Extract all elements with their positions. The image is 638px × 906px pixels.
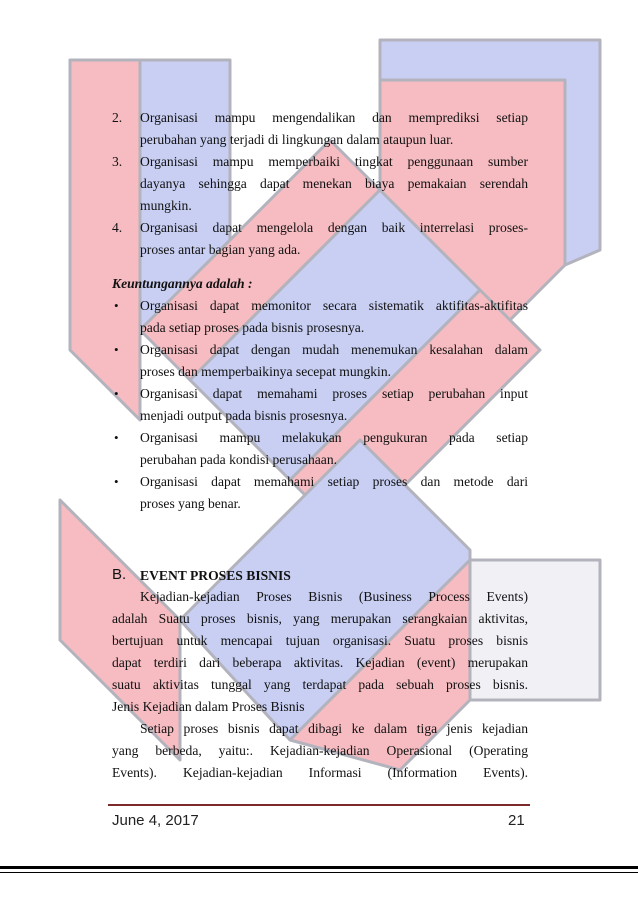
list-item-line: perubahan yang terjadi di lingkungan dalam ataupun luar. [140,132,454,147]
bullet-icon: • [114,298,119,313]
list-number: 3. [112,154,123,169]
benefits-heading: Keuntungannya adalah : [112,276,253,291]
list-item-line: Organisasi mampu mengendalikan dan memprediksi setiap [140,110,528,125]
section-title: EVENT PROSES BISNIS [140,568,291,583]
bullet-line: pada setiap proses pada bisnis prosesnya. [140,320,365,335]
list-item-line: dayanya sehingga dapat menekan biaya pemakaian serendah [140,176,528,191]
bullet-line: Organisasi dapat memahami proses setiap perubahan input [140,386,528,401]
bullet-line: Organisasi dapat dengan mudah menemukan kesalahan dalam [140,342,528,357]
paragraph-line: dapat terdiri dari beberapa aktivitas. Kejadian (event) merupakan [112,655,528,670]
list-number: 4. [112,220,123,235]
bullet-icon: • [114,342,119,357]
bullet-icon: • [114,430,119,445]
footer-rule [108,804,530,806]
bullet-line: Organisasi dapat memonitor secara sistematik aktifitas-aktifitas [140,298,528,313]
paragraph-line: Kejadian-kejadian Proses Bisnis (Business Process Events) [140,589,528,604]
bullet-line: perubahan pada kondisi perusahaan. [140,452,338,467]
list-item-line: Organisasi mampu memperbaiki tingkat penggunaan sumber [140,154,528,169]
paragraph-line: suatu aktivitas tunggal yang terdapat pada sebuah proses bisnis. [112,677,528,692]
list-item-line: mungkin. [140,198,192,213]
footer-date: June 4, 2017 [112,812,199,829]
paragraph-line: adalah Suatu proses bisnis, yang merupakan serangkaian aktivitas, [112,611,528,626]
bullet-line: menjadi output pada bisnis prosesnya. [140,408,348,423]
bullet-line: Organisasi mampu melakukan pengukuran pada setiap [140,430,528,445]
bullet-icon: • [114,474,119,489]
paragraph-line: yang berbeda, yaitu:. Kejadian-kejadian Operasional (Operating [112,743,528,758]
list-item-line: proses antar bagian yang ada. [140,242,301,257]
list-number: 2. [112,110,123,125]
bullet-line: proses yang benar. [140,496,241,511]
paragraph-line: Setiap proses bisnis dapat dibagi ke dalam tiga jenis kejadian [140,721,528,736]
bottom-rule [0,866,638,869]
paragraph-line: Jenis Kejadian dalam Proses Bisnis [112,699,305,714]
bottom-rule-thin [0,872,638,873]
bullet-line: proses dan memperbaikinya secepat mungkin. [140,364,392,379]
section-letter: B. [112,566,127,583]
bullet-icon: • [114,386,119,401]
page-number: 21 [508,812,525,829]
paragraph-line: bertujuan untuk mencapai tujuan organisasi. Suatu proses bisnis [112,633,528,648]
paragraph-line: Events). Kejadian-kejadian Informasi (Information Events). [112,765,528,780]
list-item-line: Organisasi dapat mengelola dengan baik interrelasi proses- [140,220,528,235]
bullet-line: Organisasi dapat memahami setiap proses dan metode dari [140,474,528,489]
